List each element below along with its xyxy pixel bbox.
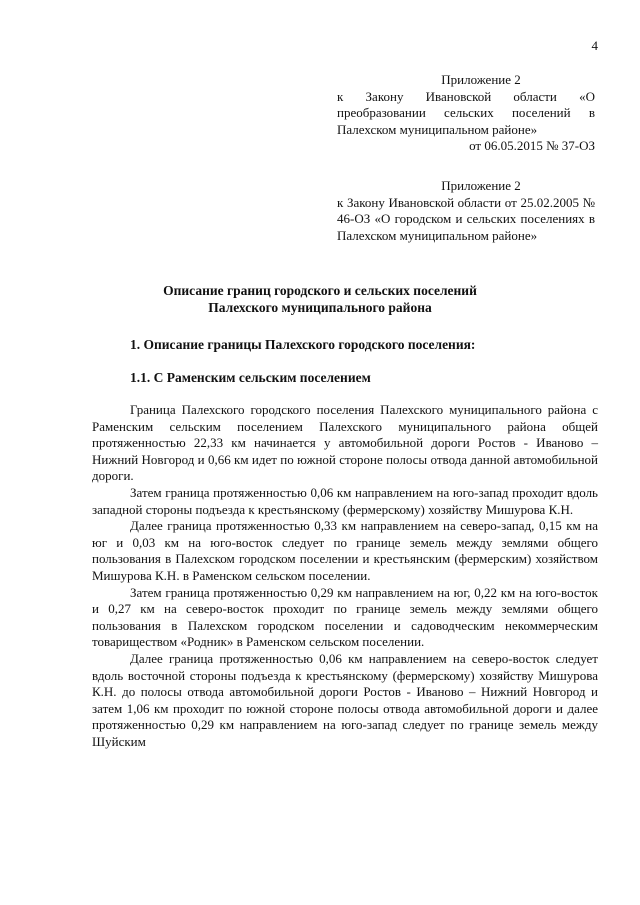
paragraph: Далее граница протяженностью 0,33 км направлением на северо-запад, 0,15 км на юг и 0,03 км на юго-восток следует по границе земель между землями общего пользования в Палехском городском поселении и крестьянским (фермерским) хозяйством Мишурова К.Н. в Раменском сельском поселении.: [92, 518, 598, 583]
document-heading-line-1: Описание границ городского и сельских поселений: [163, 283, 477, 298]
boundary-description-text: [92, 402, 598, 750]
appendix-current-title: Приложение 2: [441, 72, 521, 87]
page-number: 4: [591, 38, 598, 53]
paragraph: Граница Палехского городского поселения Палехского муниципального района с Раменским сельским поселением Палехского муниципального района общей протяженностью 22,33 км начинается у автомобильной дороги Ростов - Иваново – Нижний Новгород и 0,66 км идет по южной стороне полосы отвода данной автомобильной дороги.: [92, 402, 598, 484]
appendix-current-date: от 06.05.2015 № 37-ОЗ: [469, 138, 595, 153]
paragraph: Далее граница протяженностью 0,06 км направлением на северо-восток следует вдоль восточной стороны подъезда к крестьянскому (фермерскому) хозяйству Мишурова К.Н. до полосы отвода автомобильной дороги Ростов - Иваново – Нижний Новгород и затем 1,06 км проходит по южной стороне полосы отвода автомобильной дороги и далее протяженностью 0,29 км направлением на юго-запад следует по границе земель между Шуйским: [92, 650, 598, 749]
paragraph: Затем граница протяженностью 0,29 км направлением на юг, 0,22 км на юго-восток и 0,27 км на северо-восток проходит по границе земель между землями общего пользования в Палехском городском поселении и садоводческим некоммерческим товариществом «Родник» в Раменском сельском поселении.: [92, 584, 598, 650]
appendix-current-body: к Закону Ивановской области «О преобразовании сельских поселений в Палехском муниципальном районе»: [337, 88, 595, 137]
appendix-original-title: Приложение 2: [441, 178, 521, 193]
section-1-1-title: 1.1. С Раменским сельским поселением: [130, 370, 371, 385]
section-1-title: 1. Описание границы Палехского городского поселения:: [130, 337, 476, 352]
appendix-original-body: к Закону Ивановской области от 25.02.2005 № 46-ОЗ «О городском и сельских поселениях в Палехском муниципальном районе»: [337, 194, 595, 243]
appendix-original-law: [337, 178, 595, 244]
document-heading: [120, 283, 520, 316]
document-heading-line-2: Палехского муниципального района: [208, 299, 432, 315]
paragraph: Затем граница протяженностью 0,06 км направлением на юго-запад проходит вдоль западной стороны подъезда к крестьянскому (фермерскому) хозяйству Мишурова К.Н.: [92, 484, 598, 517]
appendix-current-law: [337, 72, 595, 155]
